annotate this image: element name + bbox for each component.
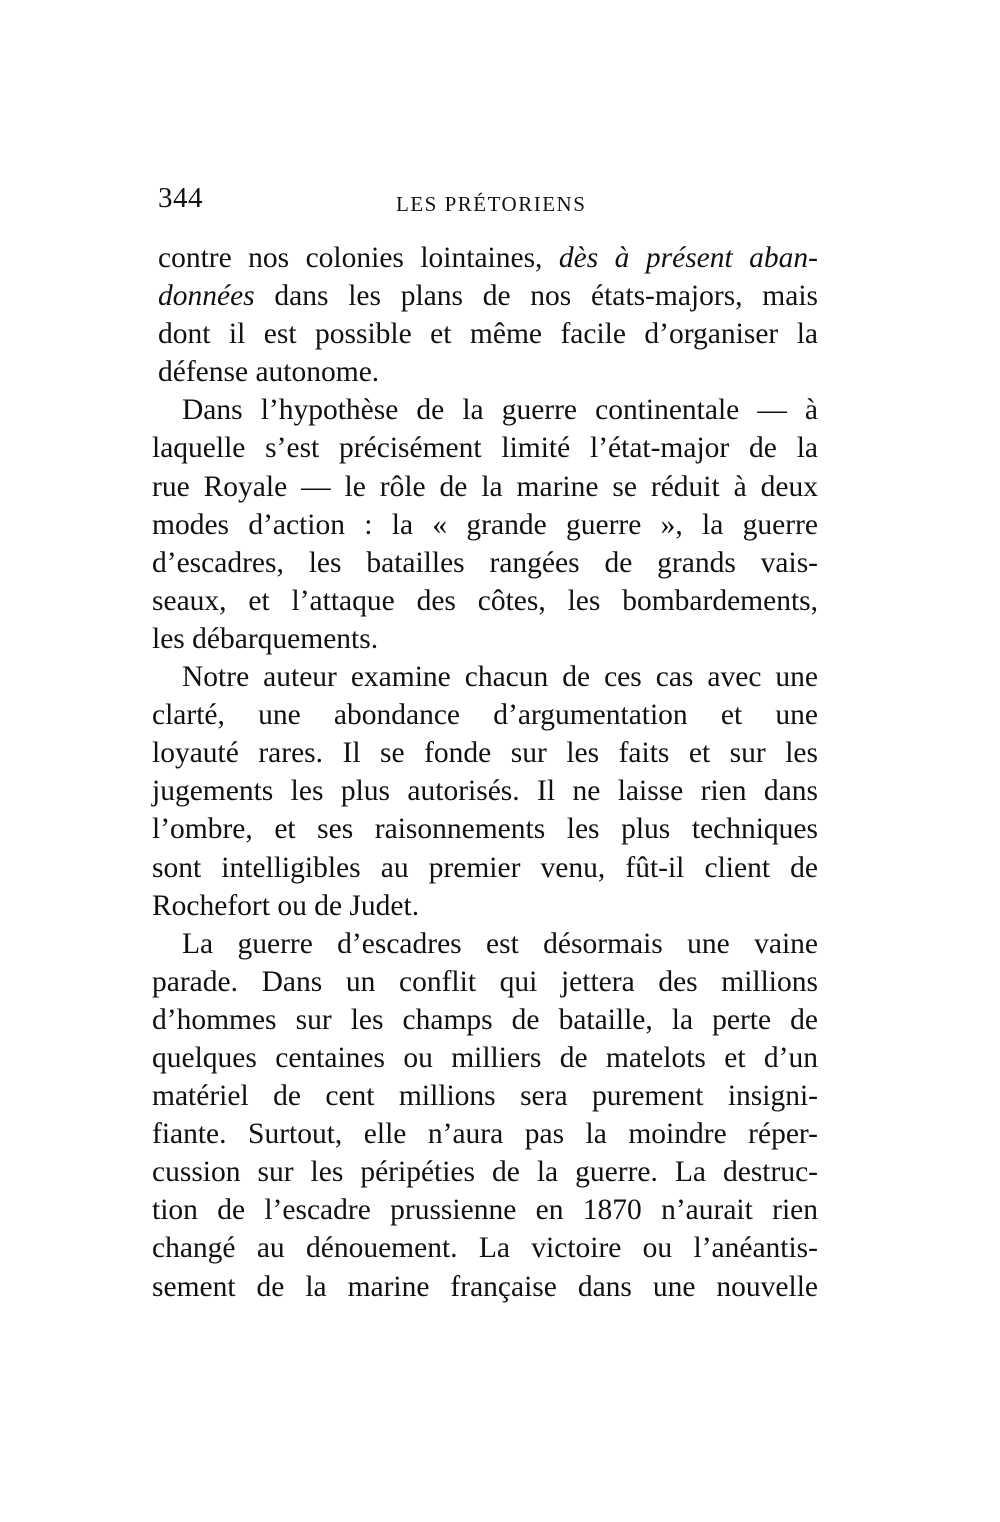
page-header	[158, 182, 818, 222]
text-line: cussion sur les péripéties de la guerre. La destruc-	[152, 1156, 818, 1189]
paragraph	[152, 391, 818, 658]
text-line: quelques centaines ou milliers de matelots et d’un	[152, 1041, 818, 1074]
text-line: matériel de cent millions sera purement insigni-	[152, 1080, 818, 1113]
text-line: Notre auteur examine chacun de ces cas avec une	[182, 661, 818, 694]
text-line: les débarquements.	[152, 622, 379, 655]
paragraph	[152, 925, 818, 1306]
text-line: Dans l’hypothèse de la guerre continentale — à	[182, 394, 818, 427]
text-line: sont intelligibles au premier venu, fût-il client de	[152, 851, 818, 884]
page-number: 344	[158, 182, 203, 214]
text-line: sement de la marine française dans une nouvelle	[152, 1270, 818, 1303]
text-line: changé au dénouement. La victoire ou l’anéantis-	[152, 1232, 818, 1265]
text-line: La guerre d’escadres est désormais une vaine	[182, 927, 818, 960]
text-line: rue Royale — le rôle de la marine se réduit à deux	[152, 470, 818, 503]
text-line: laquelle s’est précisément limité l’état-major de la	[152, 432, 818, 465]
text-line: contre nos colonies lointaines, dès à présent aban-	[158, 242, 818, 274]
running-title: LES PRÉTORIENS	[396, 192, 587, 216]
text-line: d’hommes sur les champs de bataille, la perte de	[152, 1003, 818, 1036]
paragraph	[152, 239, 818, 391]
italic-text: dès à présent aban-	[558, 242, 818, 274]
text-line: fiante. Surtout, elle n’aura pas la moindre réper-	[152, 1118, 818, 1151]
body-text	[152, 239, 818, 1306]
text-line: dont il est possible et même facile d’organiser la	[158, 318, 818, 351]
text-line: clarté, une abondance d’argumentation et une	[152, 699, 818, 732]
text-line: données dans les plans de nos états-majors, mais	[158, 280, 818, 313]
text-line: parade. Dans un conflit qui jettera des millions	[152, 965, 818, 998]
text-line: l’ombre, et ses raisonnements les plus techniques	[152, 813, 818, 846]
text-line: jugements les plus autorisés. Il ne laisse rien dans	[152, 775, 818, 808]
text-line: seaux, et l’attaque des côtes, les bombardements,	[152, 584, 818, 617]
text-line: loyauté rares. Il se fonde sur les faits et sur les	[152, 737, 818, 770]
paragraph	[152, 658, 818, 925]
text-line: d’escadres, les batailles rangées de grands vais-	[152, 546, 818, 579]
text-line: Rochefort ou de Judet.	[152, 889, 420, 922]
text-line: modes d’action : la « grande guerre », la guerre	[152, 508, 818, 541]
italic-text: données	[158, 280, 255, 313]
text-line: tion de l’escadre prussienne en 1870 n’aurait rien	[152, 1194, 818, 1227]
text-line: défense autonome.	[158, 356, 380, 389]
